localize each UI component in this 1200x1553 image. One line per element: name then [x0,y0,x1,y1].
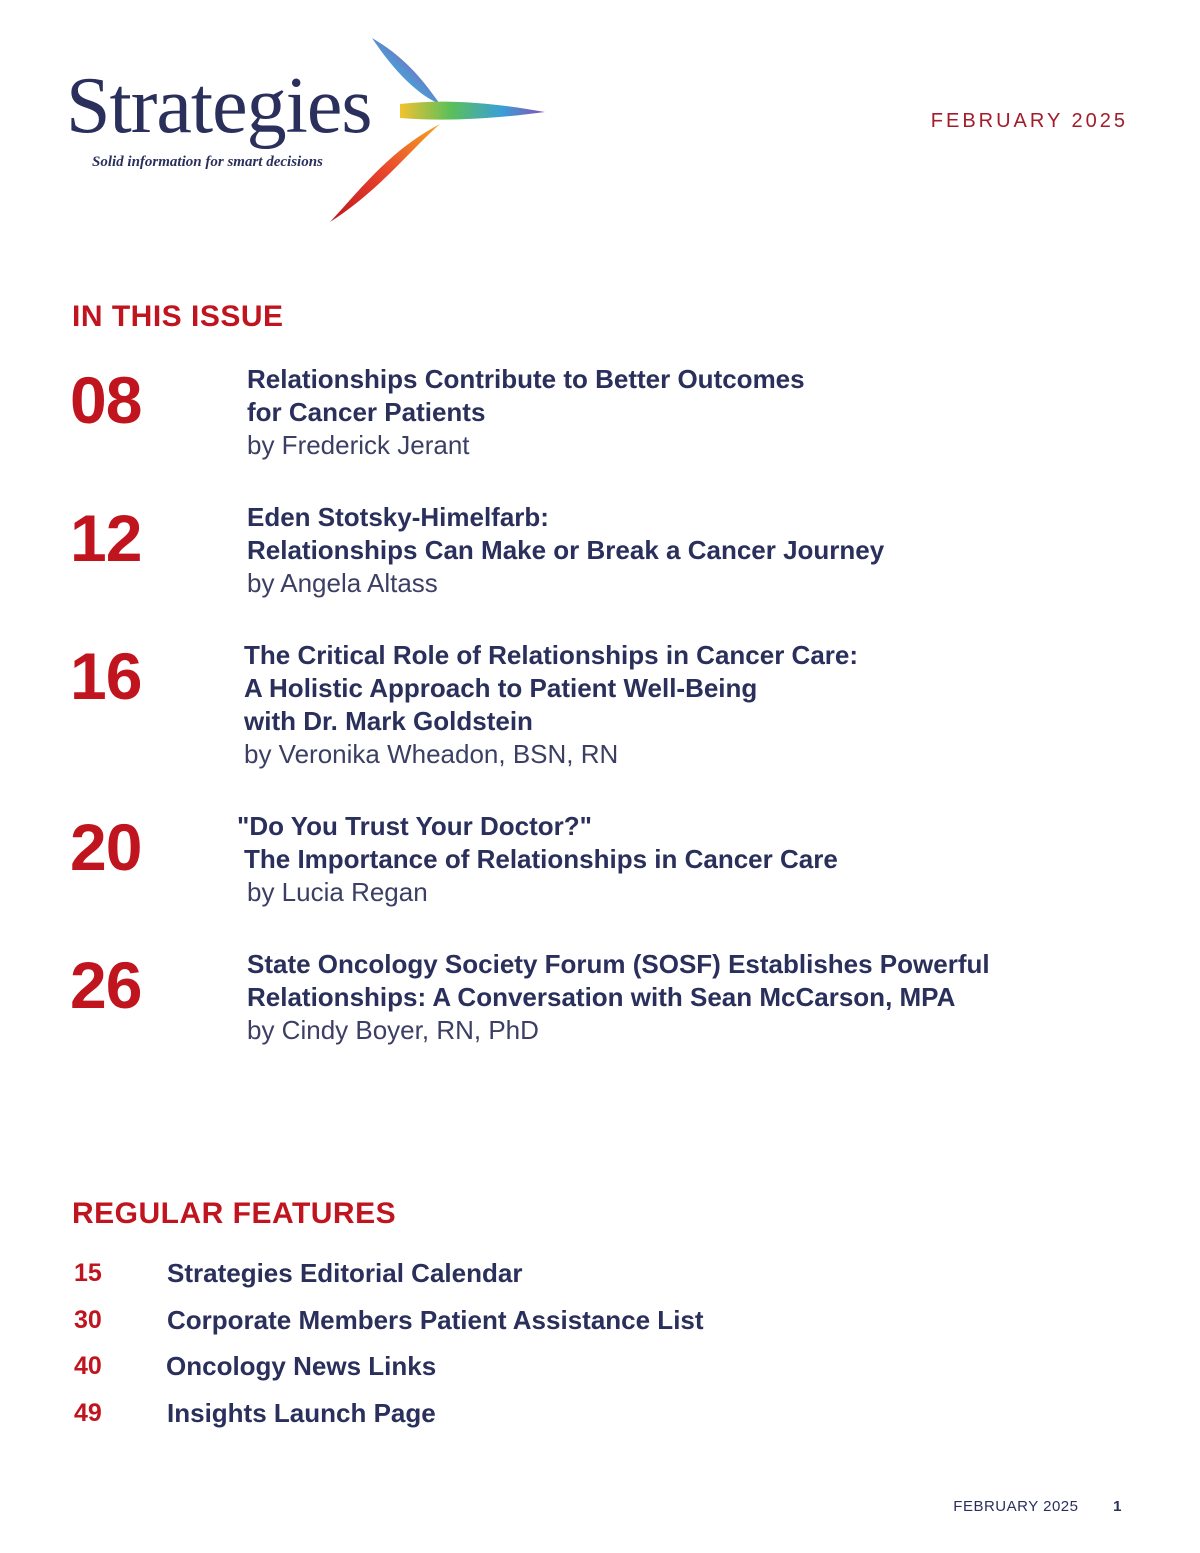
masthead [0,0,1200,240]
feature-title: Insights Launch Page [167,1397,436,1428]
article-text [247,948,1127,1047]
article-page-number: 16 [70,639,142,713]
article-title-line: Relationships Can Make or Break a Cancer Journey [247,535,885,565]
article-text [237,810,1117,909]
article-byline: by Veronika Wheadon, BSN, RN [244,739,619,769]
article-text [247,501,1127,600]
article-page-number: 20 [70,810,142,884]
article-title-line: "Do You Trust Your Doctor?" [237,811,592,841]
article-byline: by Lucia Regan [247,877,428,907]
article-title-line: State Oncology Society Forum (SOSF) Establishes Powerful [247,949,990,979]
article-byline: by Cindy Boyer, RN, PhD [247,1015,539,1045]
article-title-line: A Holistic Approach to Patient Well-Being [244,673,758,703]
feature-page-number: 49 [74,1398,102,1427]
feature-item[interactable] [0,1256,1200,1303]
page-footer [953,1498,1122,1515]
article-byline: by Angela Altass [247,568,438,598]
article-page-number: 12 [70,501,142,575]
article-title-line: The Importance of Relationships in Cancer Care [244,844,838,874]
feature-item[interactable] [0,1303,1200,1350]
article-title-line: Relationships: A Conversation with Sean McCarson, MPA [247,982,956,1012]
article-text [244,639,1124,771]
feature-item[interactable] [0,1349,1200,1396]
logo-tagline: Solid information for smart decisions [92,154,323,170]
regular-features-heading: REGULAR FEATURES [72,1197,397,1230]
article-text [247,363,1127,462]
feature-page-number: 30 [74,1305,102,1334]
footer-page-number: 1 [1113,1498,1122,1515]
issue-date: FEBRUARY 2025 [930,110,1128,132]
logo-wordmark: Strategies [66,62,372,150]
article-title-line: with Dr. Mark Goldstein [244,706,533,736]
feature-title: Strategies Editorial Calendar [167,1258,523,1288]
article-title-line: Relationships Contribute to Better Outcomes [247,364,805,394]
footer-date: FEBRUARY 2025 [953,1498,1079,1515]
in-this-issue-heading: IN THIS ISSUE [72,300,284,333]
article-byline: by Frederick Jerant [247,430,470,460]
article-title-line: for Cancer Patients [247,397,486,427]
feature-page-number: 40 [74,1352,102,1380]
article-title-line: The Critical Role of Relationships in Cancer Care: [244,640,859,670]
article-title-line: Eden Stotsky-Himelfarb: [247,502,549,532]
article-page-number: 08 [70,363,142,437]
feature-title: Corporate Members Patient Assistance List [167,1304,704,1335]
feature-item[interactable] [0,1396,1200,1443]
article-page-number: 26 [70,948,142,1022]
regular-features-list [0,1256,1200,1442]
feature-title: Oncology News Links [166,1351,437,1381]
feature-page-number: 15 [74,1259,102,1287]
